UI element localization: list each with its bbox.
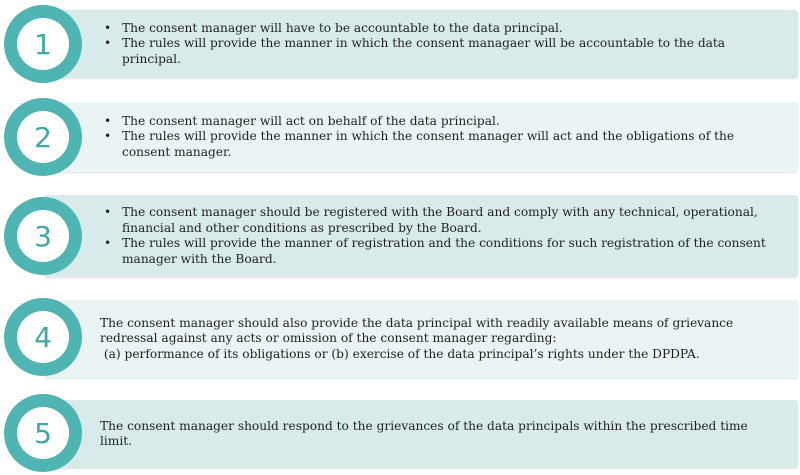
step-text-4a: The consent manager should also provide the data principal with readily available means of grievance redressal against any acts or omission of the consent manager regarding: — [100, 315, 734, 346]
step-badge-5 — [4, 394, 82, 472]
step-badge-4 — [4, 298, 82, 376]
step-badge-3 — [4, 197, 82, 275]
bullet-item: • The rules will provide the manner in which the consent managaer will be accountable to the data principal. — [122, 36, 778, 67]
step-row-2 — [0, 102, 800, 172]
bullet-item: • The rules will provide the manner in which the consent manager will act and the obligations of the consent manager. — [122, 129, 778, 160]
step-row-4 — [0, 300, 800, 378]
step-number-2: 2 — [17, 111, 69, 163]
step-number-5: 5 — [17, 407, 69, 459]
step-number-3: 3 — [17, 210, 69, 262]
bullet-item: • The consent manager will act on behalf of the data principal. — [122, 114, 778, 130]
step-badge-2 — [4, 98, 82, 176]
step-bullets-3 — [100, 205, 778, 267]
bullet-item: • The rules will provide the manner of registration and the conditions for such registration of the consent manager with the Board. — [122, 236, 778, 267]
step-text-5: The consent manager should respond to the grievances of the data principals within the prescribed time limit. — [100, 418, 748, 448]
step-content-4 — [100, 300, 778, 378]
step-number-1: 1 — [17, 18, 69, 70]
step-row-5 — [0, 400, 800, 468]
step-bullets-1 — [100, 21, 778, 68]
step-row-3 — [0, 195, 800, 277]
step-number-4: 4 — [17, 311, 69, 363]
bullet-item: • The consent manager will have to be accountable to the data principal. — [122, 21, 778, 37]
step-content-2 — [100, 102, 778, 172]
step-content-3 — [100, 195, 778, 277]
bullet-item: • The consent manager should be registered with the Board and comply with any technical, operational, financial and other conditions as prescribed by the Board. — [122, 205, 778, 236]
step-badge-1 — [4, 5, 82, 83]
step-bullets-2 — [100, 114, 778, 161]
step-text-4b: (a) performance of its obligations or (b) exercise of the data principal’s rights under the DPDPA. — [100, 346, 700, 361]
step-content-1 — [100, 10, 778, 78]
step-content-5 — [100, 400, 778, 468]
step-row-1 — [0, 10, 800, 78]
